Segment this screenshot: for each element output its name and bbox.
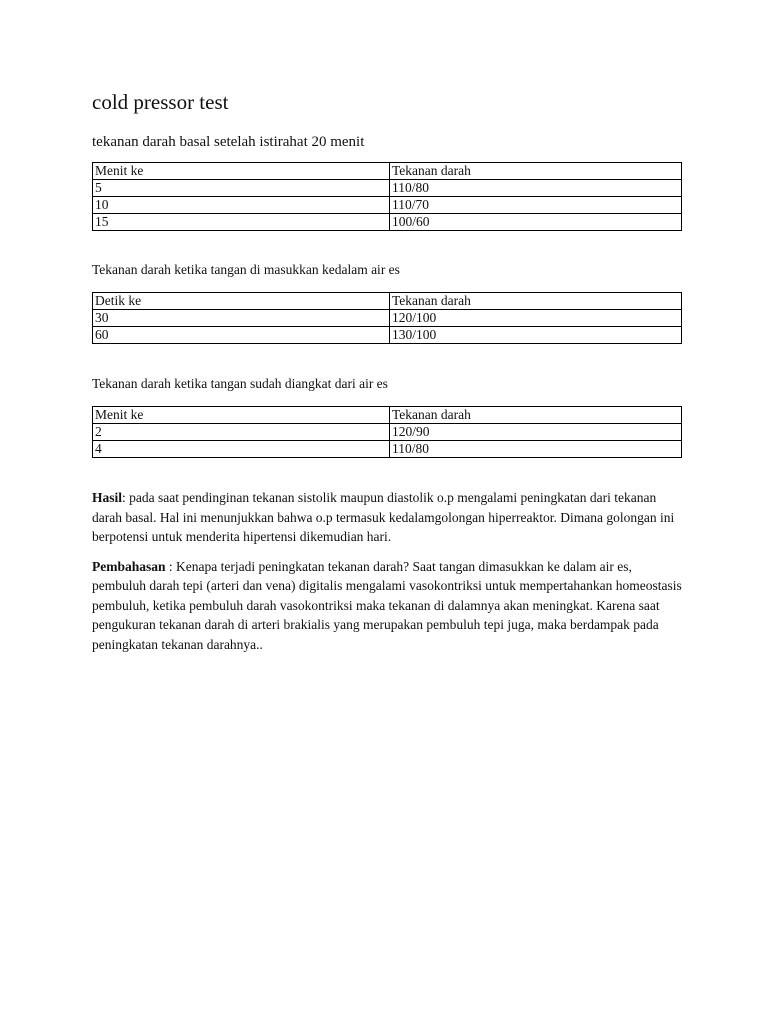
- ice-section-heading: Tekanan darah ketika tangan di masukkan kedalam air es: [92, 262, 400, 277]
- table-header-cell: Tekanan darah: [390, 407, 682, 424]
- table-header-row: [93, 407, 682, 424]
- table-cell: 10: [93, 197, 390, 214]
- table-cell: 120/90: [390, 424, 682, 441]
- result-paragraph: [92, 488, 682, 547]
- table-header-row: [93, 293, 682, 310]
- table-row: [93, 441, 682, 458]
- table-header-cell: Tekanan darah: [390, 293, 682, 310]
- table-row: [93, 197, 682, 214]
- table-row: [93, 214, 682, 231]
- table-cell: 120/100: [390, 310, 682, 327]
- table-cell: 110/80: [390, 180, 682, 197]
- table-cell: 30: [93, 310, 390, 327]
- table-cell: 100/60: [390, 214, 682, 231]
- table-row: [93, 327, 682, 344]
- table-header-cell: Menit ke: [93, 407, 390, 424]
- after-pressure-table: [92, 406, 682, 458]
- table-cell: 110/70: [390, 197, 682, 214]
- discussion-paragraph: [92, 557, 682, 655]
- table-row: [93, 310, 682, 327]
- table-header-cell: Menit ke: [93, 163, 390, 180]
- result-label: Hasil: [92, 490, 123, 505]
- table-header-cell: Detik ke: [93, 293, 390, 310]
- table-row: [93, 424, 682, 441]
- after-section-heading: Tekanan darah ketika tangan sudah diangkat dari air es: [92, 376, 388, 391]
- ice-pressure-table: [92, 292, 682, 344]
- discussion-label: Pembahasan: [92, 558, 166, 574]
- table-cell: 4: [93, 441, 390, 458]
- document-title: cold pressor test: [92, 90, 229, 114]
- table-cell: 110/80: [390, 441, 682, 458]
- table-cell: 2: [93, 424, 390, 441]
- table-row: [93, 180, 682, 197]
- table-cell: 15: [93, 214, 390, 231]
- document-page: [92, 88, 682, 664]
- result-text: : pada saat pendinginan tekanan sistolik maupun diastolik o.p mengalami peningkatan dari tekanan darah basal. Hal ini menunjukkan bahwa o.p termasuk kedalamgolongan hiperreaktor. Dimana golongan ini berpotensi untuk menderita hipertensi dikemudian hari.: [92, 490, 675, 544]
- discussion-text: : Kenapa terjadi peningkatan tekanan darah? Saat tangan dimasukkan ke dalam air es, pembuluh darah tepi (arteri dan vena) digitalis mengalami vasokontriksi untuk mempertahankan homeostasis pembuluh, ketika pembuluh darah vasokontriksi maka tekanan di dalamnya akan meningkat. Karena saat pengukuran tekanan darah di arteri brakialis yang merupakan pembuluh tepi juga, maka berdampak pada peningkatan tekanan darahnya..: [92, 558, 682, 652]
- table-cell: 5: [93, 180, 390, 197]
- table-cell: 130/100: [390, 327, 682, 344]
- table-header-row: [93, 163, 682, 180]
- document-subtitle: tekanan darah basal setelah istirahat 20 menit: [92, 134, 365, 150]
- table-header-cell: Tekanan darah: [390, 163, 682, 180]
- table-cell: 60: [93, 327, 390, 344]
- basal-pressure-table: [92, 162, 682, 231]
